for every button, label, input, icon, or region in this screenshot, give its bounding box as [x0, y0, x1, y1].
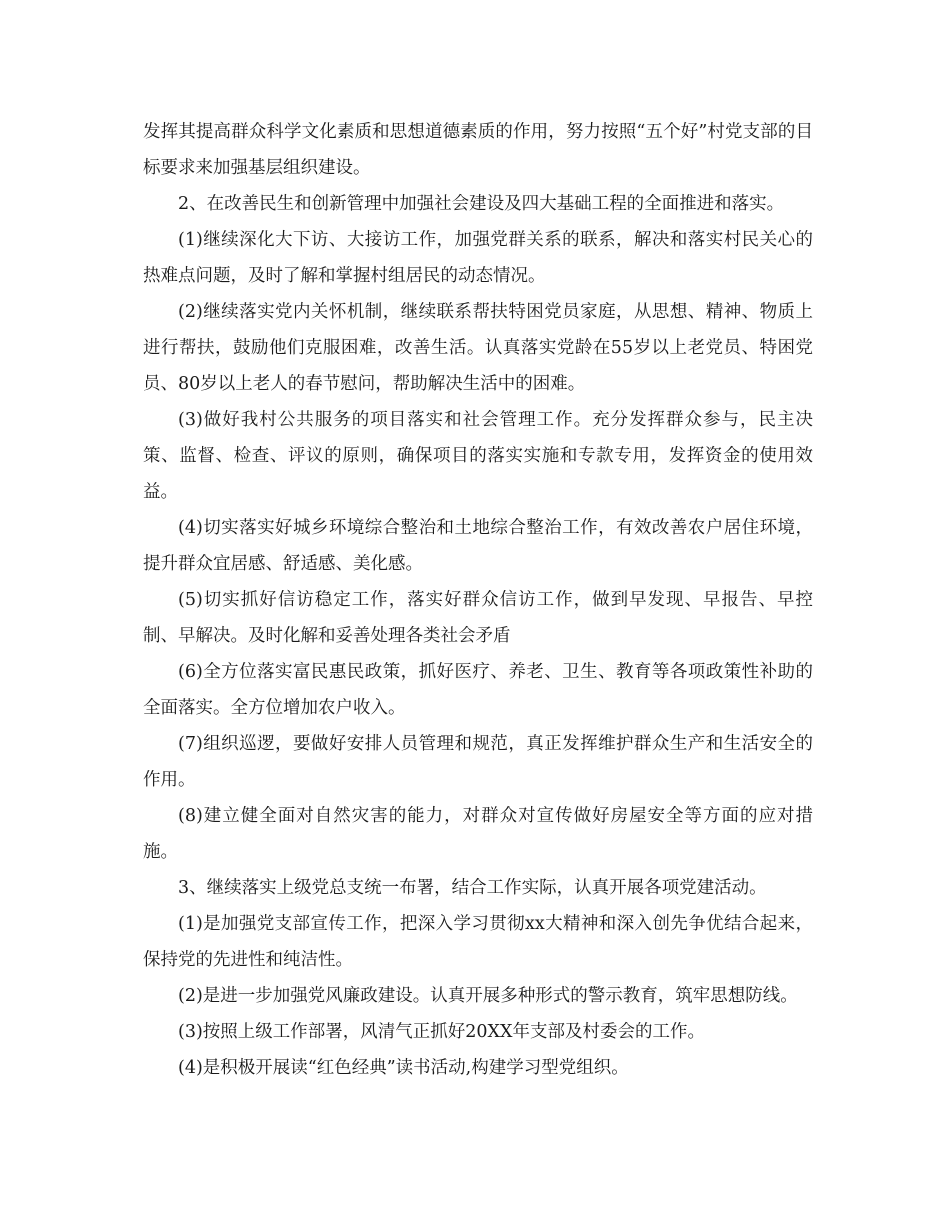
list-item-2-1: (1)继续深化大下访、大接访工作，加强党群关系的联系，解决和落实村民关心的热难点问题，及时了解和掌握村组居民的动态情况。: [143, 230, 813, 286]
list-item-2-5: (5)切实抓好信访稳定工作，落实好群众信访工作，做到早发现、早报告、早控制、早解决。及时化解和妥善处理各类社会矛盾: [143, 590, 813, 646]
section-heading-3: 3、继续落实上级党总支统一布署，结合工作实际，认真开展各项党建活动。: [178, 878, 767, 898]
section-heading-2: 2、在改善民生和创新管理中加强社会建设及四大基础工程的全面推进和落实。: [178, 194, 785, 214]
paragraph-continuation: 发挥其提高群众科学文化素质和思想道德素质的作用，努力按照“五个好”村党支部的目标要求来加强基层组织建设。: [143, 122, 813, 178]
list-item-2-3: (3)做好我村公共服务的项目落实和社会管理工作。充分发挥群众参与，民主决策、监督、检查、评议的原则，确保项目的落实实施和专款专用，发挥资金的使用效益。: [143, 410, 813, 502]
document-body: [143, 114, 813, 1086]
list-item-2-7: (7)组织巡逻，要做好安排人员管理和规范，真正发挥维护群众生产和生活安全的作用。: [143, 734, 813, 790]
list-item-3-3: (3)按照上级工作部署，风清气正抓好20XX年支部及村委会的工作。: [178, 1022, 705, 1042]
list-item-2-6: (6)全方位落实富民惠民政策，抓好医疗、养老、卫生、教育等各项政策性补助的全面落实。全方位增加农户收入。: [143, 662, 813, 718]
list-item-2-8: (8)建立健全面对自然灾害的能力，对群众对宣传做好房屋安全等方面的应对措施。: [143, 806, 813, 862]
list-item-3-4: (4)是积极开展读“红色经典”读书活动,构建学习型党组织。: [178, 1058, 629, 1078]
list-item-3-1: (1)是加强党支部宣传工作，把深入学习贯彻xx大精神和深入创先争优结合起来，保持党的先进性和纯洁性。: [143, 914, 813, 970]
list-item-3-2: (2)是进一步加强党风廉政建设。认真开展多种形式的警示教育，筑牢思想防线。: [178, 986, 798, 1006]
list-item-2-2: (2)继续落实党内关怀机制，继续联系帮扶特困党员家庭，从思想、精神、物质上进行帮扶，鼓励他们克服困难，改善生活。认真落实党龄在55岁以上老党员、特困党员、80岁以上老人的春节慰问，帮助解决生活中的困难。: [143, 302, 813, 394]
list-item-2-4: (4)切实落实好城乡环境综合整治和土地综合整治工作，有效改善农户居住环境，提升群众宜居感、舒适感、美化感。: [143, 518, 813, 574]
